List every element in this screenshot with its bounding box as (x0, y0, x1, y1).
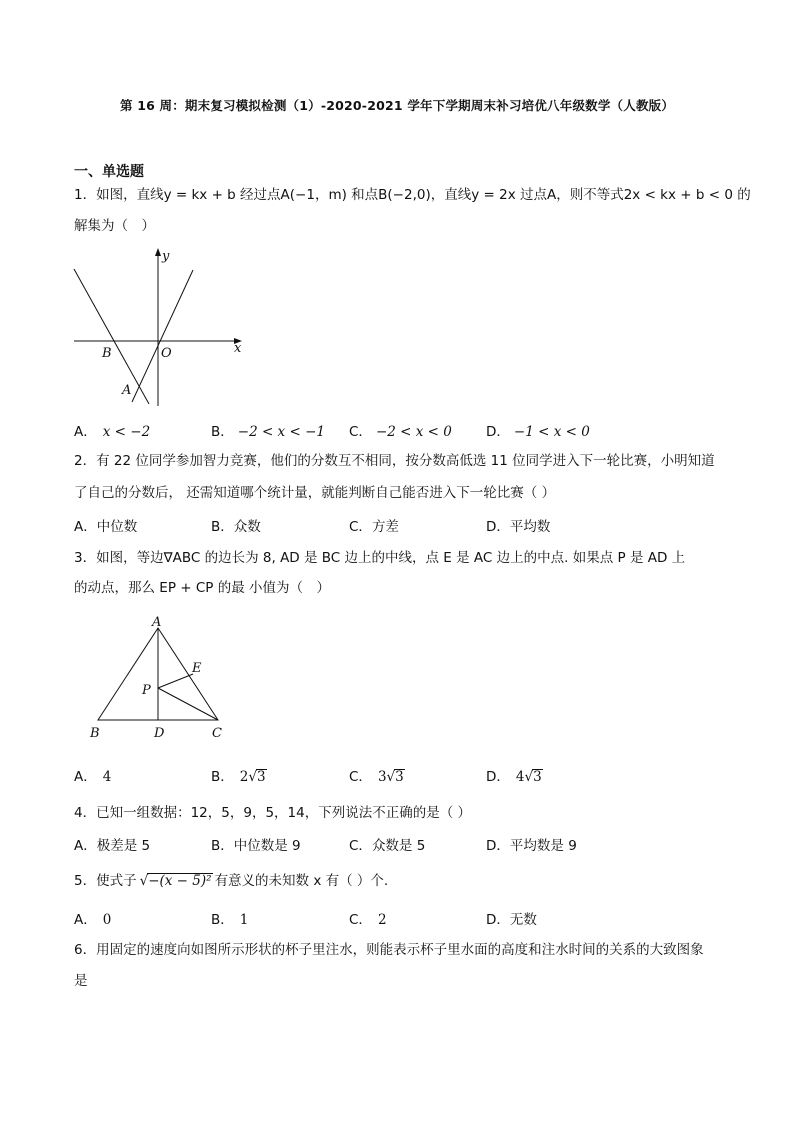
label-c: C (212, 726, 222, 741)
q5-option-b[interactable]: B． 1 (211, 912, 249, 928)
label-e: E (192, 661, 202, 676)
question-1-line-1 (74, 185, 751, 205)
label-x: x (234, 341, 242, 356)
q3-option-a[interactable]: A． 4 (74, 769, 112, 785)
label-o: O (161, 346, 172, 361)
question-3-line-2: 的动点，那么 EP + CP 的最 小值为（ ） (74, 580, 331, 596)
q3-option-c[interactable]: C． 3√3 (349, 769, 404, 785)
q2-option-a[interactable]: A．中位数 (74, 519, 138, 535)
label-b: B (90, 726, 100, 741)
sqrt-icon: √ (524, 769, 534, 785)
question-2-line-1 (74, 451, 715, 471)
q5-option-a[interactable]: A． 0 (74, 912, 112, 928)
question-3-text: 如图，等边∇ABC 的边长为 8, AD 是 BC 边上的中线，点 E 是 AC 边上的中点. 如果点 P 是 AD 上 (96, 550, 686, 566)
question-1-number: 1． (74, 187, 97, 203)
q4-option-b[interactable]: B．中位数是 9 (211, 838, 301, 854)
q4-option-a[interactable]: A．极差是 5 (74, 838, 151, 854)
question-4-number: 4． (74, 805, 97, 821)
q1-option-a[interactable]: A． x < −2 (74, 424, 151, 440)
q5-option-c[interactable]: C． 2 (349, 912, 387, 928)
question-6-line-1 (74, 940, 704, 960)
page-title: 第 16 周：期末复习模拟检测（1）-2020-2021 学年下学期周末补习培优八年级数学（人教版） (119, 98, 675, 113)
q5-option-d[interactable]: D．无数 (486, 912, 537, 928)
label-b: B (102, 346, 112, 361)
line-y-kx-b (74, 269, 149, 404)
segment-pc (158, 688, 218, 720)
q3-option-d[interactable]: D． 4√3 (486, 769, 542, 785)
label-y: y (162, 249, 170, 264)
question-6-number: 6． (74, 942, 97, 958)
label-p: P (142, 683, 151, 698)
question-3-figure (86, 612, 236, 744)
q1-option-d[interactable]: D． −1 < x < 0 (486, 424, 590, 440)
q1-option-b[interactable]: B． −2 < x < −1 (211, 424, 325, 440)
question-5-number: 5． (74, 873, 97, 889)
q2-option-d[interactable]: D．平均数 (486, 519, 551, 535)
line-y-2x (132, 270, 193, 402)
q4-option-c[interactable]: C．众数是 5 (349, 838, 426, 854)
question-2-text: 有 22 位同学参加智力竞赛，他们的分数互不相同，按分数高低选 11 位同学进入下一轮比赛，小明知道 (96, 453, 715, 469)
question-2-line-2: 了自己的分数后， 还需知道哪个统计量，就能判断自己能否进入下一轮比赛（ ） (74, 485, 556, 501)
q2-option-c[interactable]: C．方差 (349, 519, 399, 535)
label-a: A (122, 383, 132, 398)
question-6-text: 用固定的速度向如图所示形状的杯子里注水，则能表示杯子里水面的高度和注水时间的关系的大致图象 (96, 942, 704, 958)
question-3-number: 3． (74, 550, 97, 566)
section-heading: 一、单选题 (74, 164, 144, 180)
question-4-line-1 (74, 803, 471, 823)
question-1-line-2: 解集为（ ） (74, 218, 155, 234)
question-1-figure (66, 244, 256, 410)
q2-option-b[interactable]: B．众数 (211, 519, 261, 535)
y-axis-arrow-icon (155, 248, 161, 256)
label-d: D (154, 726, 165, 741)
question-5-line-1: 5．使式子 √−(x − 5)² 有意义的未知数 x 有（ ）个. (74, 873, 389, 889)
label-a: A (152, 615, 162, 630)
radicand: −(x − 5)² (148, 873, 212, 889)
q3-option-b[interactable]: B． 2√3 (211, 769, 266, 785)
question-1-text: 如图，直线y = kx + b 经过点A(−1，m) 和点B(−2,0)，直线y = 2x 过点A，则不等式2x < kx + b < 0 的 (96, 187, 751, 203)
sqrt-icon: √ (386, 769, 396, 785)
sqrt-icon: √ (248, 769, 257, 785)
question-3-line-1 (74, 548, 685, 568)
question-4-text: 已知一组数据：12，5，9，5，14，下列说法不正确的是（ ） (96, 805, 472, 821)
q1-option-c[interactable]: C． −2 < x < 0 (349, 424, 452, 440)
question-6-line-2: 是 (74, 973, 88, 989)
question-2-number: 2． (74, 453, 97, 469)
segment-pe (158, 674, 193, 688)
sqrt-icon: √ (139, 873, 149, 889)
q4-option-d[interactable]: D．平均数是 9 (486, 838, 577, 854)
